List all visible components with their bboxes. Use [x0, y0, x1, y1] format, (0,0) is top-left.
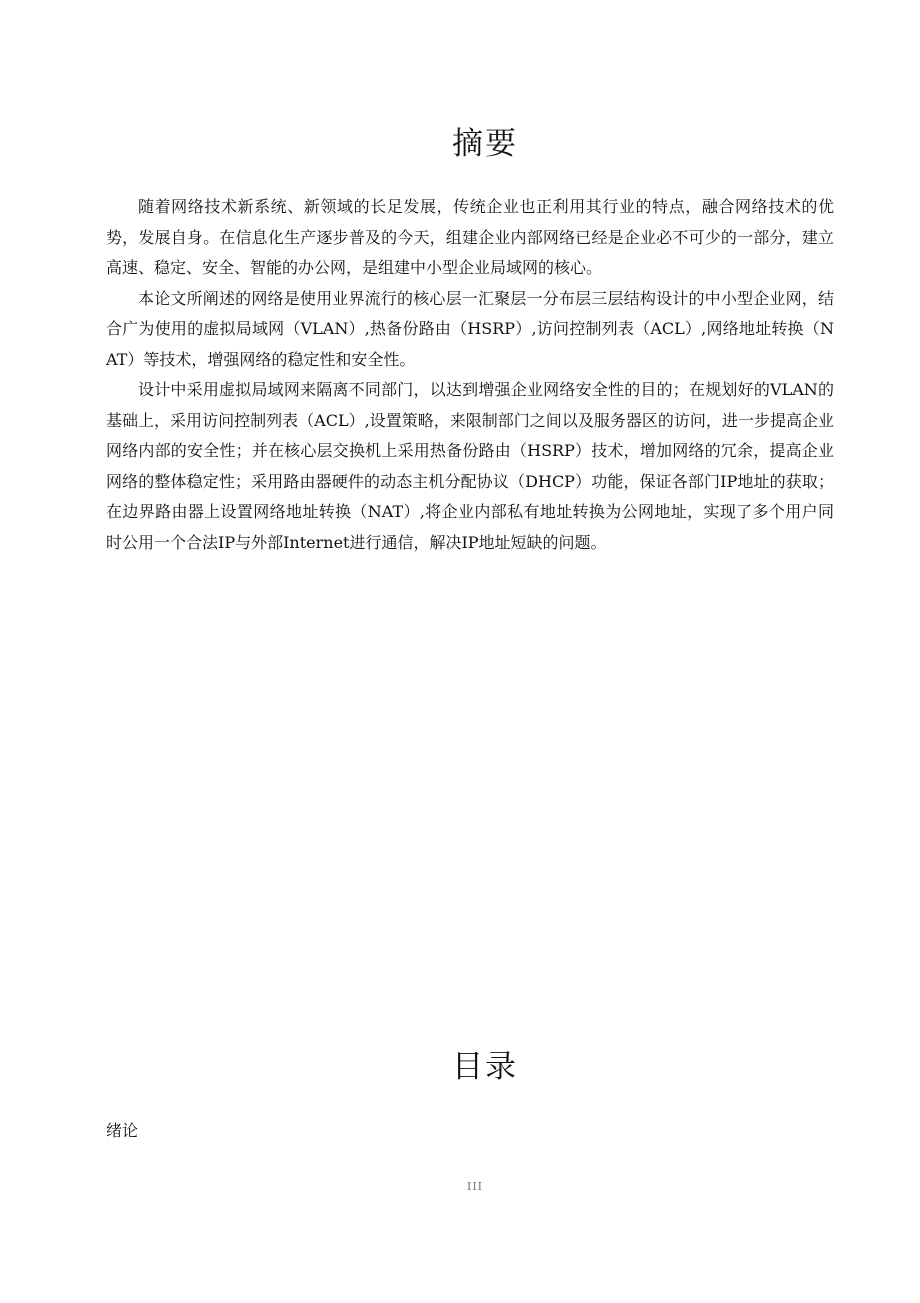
- toc-item-introduction[interactable]: 绪论: [106, 1121, 139, 1140]
- abstract-paragraph-3: 设计中采用虚拟局域网来隔离不同部门，以达到增强企业网络安全性的目的；在规划好的VLAN的基础上，采用访问控制列表（ACL）,设置策略，来限制部门之间以及服务器区的访问，进一步提高企业网络内部的安全性；并在核心层交换机上采用热备份路由（HSRP）技术，增加网络的冗余，提高企业网络的整体稳定性；采用路由器硬件的动态主机分配协议（DHCP）功能，保证各部门IP地址的获取；在边界路由器上设置网络地址转换（NAT）,将企业内部私有地址转换为公网地址，实现了多个用户同时公用一个合法IP与外部Internet进行通信，解决IP地址短缺的问题。: [106, 380, 834, 552]
- abstract-paragraph-1: 随着网络技术新系统、新领域的长足发展，传统企业也正利用其行业的特点，融合网络技术的优势，发展自身。在信息化生产逐步普及的今天，组建企业内部网络已经是企业必不可少的一部分，建立高速、稳定、安全、智能的办公网，是组建中小型企业局域网的核心。: [106, 197, 834, 277]
- page-number: III: [466, 1180, 484, 1193]
- toc-title: 目录: [452, 1049, 518, 1085]
- abstract-body: [106, 192, 834, 558]
- abstract-title: 摘要: [452, 126, 518, 162]
- abstract-paragraph-2: 本论文所阐述的网络是使用业界流行的核心层一汇聚层一分布层三层结构设计的中小型企业网，结合广为使用的虚拟局域网（VLAN）,热备份路由（HSRP）,访问控制列表（ACL）,网络地址转换（NAT）等技术，增强网络的稳定性和安全性。: [106, 288, 834, 369]
